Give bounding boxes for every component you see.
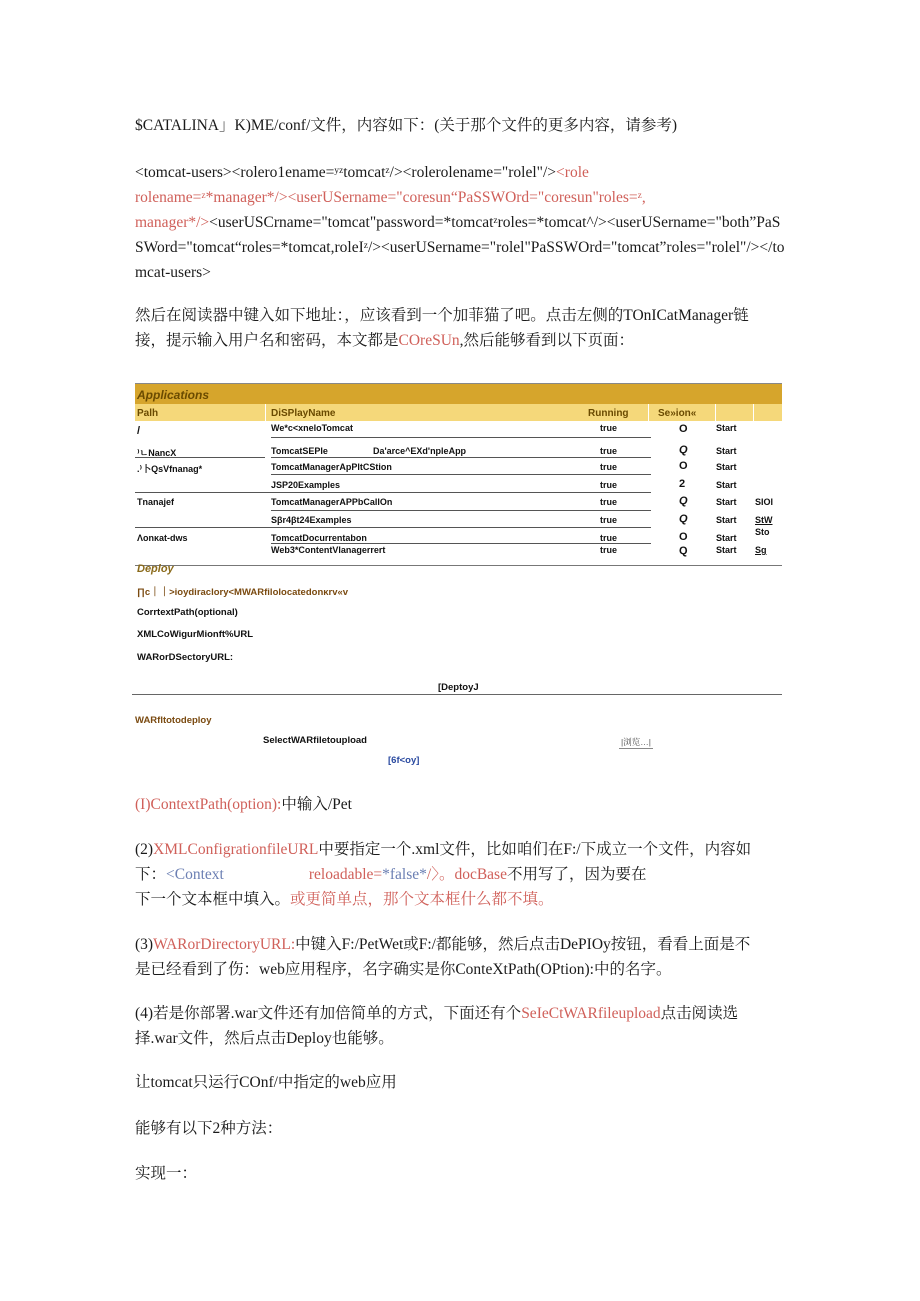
applications-title: Applications [135,383,782,404]
start-link[interactable]: Start [716,545,737,555]
start-link[interactable]: Start [716,480,737,490]
app-sessions[interactable]: 2 [679,478,686,490]
step3-line-2: 是已经看到了伤：web应用程序，名字确实是你ConteXtPath(OPtion):中的名字。 [135,961,672,978]
para2-line-1: 然后在阅读器中键入如下地址：，应该看到一个加菲猫了吧。点击左侧的TOnICatManager链 [135,307,749,324]
tail-line-2: 能够有以下2种方法： [135,1120,283,1137]
tomcat-manager-screenshot [135,383,782,766]
app-running: true [600,480,618,490]
step3-line-1 [135,932,785,957]
step1-field: (I)ContextPath(option): [135,796,282,813]
intro-text: $CATALINA」K)ME/conf/文件，内容如下：(关于那个文件的更多内容，请参考) [135,117,678,134]
xml-text: <tomcat-users><rolero1ename=ʸᶻtomcatᶻ/><rolerolename="rolel"/> [135,164,557,181]
step4-text: (4)若是你部署.war文件还有加倍简单的方式，下面还有个 [135,1005,522,1022]
step4-line-1 [135,1001,785,1026]
browse-button[interactable]: |浏览…| [621,737,651,747]
app-display-name: TomcatDocurrentabon [271,533,367,543]
app-running: true [600,423,618,433]
stop-link[interactable]: StW [755,515,773,525]
applications-header-row [135,404,782,421]
app-display-name: JSP20Examples [271,480,341,490]
tail-line-3: 实现一： [135,1165,198,1182]
app-running: true [600,533,618,543]
app-display-name: TomcatManagerApPltCStion [271,462,392,472]
start-link[interactable]: Start [716,423,737,433]
xml-config-url-label: XMLCoWigurMionft%URL [137,629,253,640]
context-path-label: CorrtextPath(optional) [137,607,238,618]
app-running: true [600,446,618,456]
credential-highlight: COreSUn [398,332,460,349]
xml-config-block [135,160,785,285]
para2-text: 接，提示输入用户名和密码，本文都是 [135,332,399,349]
xml-text-red: <userUSername="coresun“PaSSWOrd="coresun"roles=ᶻ, [287,189,646,206]
paragraph-browser [135,303,785,353]
app-display-name: TomcatSEPIe [271,446,328,456]
step2-line-1 [135,837,785,862]
header-running: Running [588,408,629,419]
app-sessions[interactable]: Q [679,545,688,557]
header-path: Palh [137,408,159,419]
step4-line-2: 择.war文件，然后点击Deploy也能够。 [135,1030,394,1047]
deploy-war-button[interactable]: [6f<oy] [388,755,420,766]
deploy-button[interactable]: [DeptoyJ [438,682,479,693]
step2-line-3 [135,887,785,912]
step2-text: 下一个文本框中填入。 [135,891,291,908]
step3-field: WARorDirectoryURL: [153,936,296,953]
step2-field: XMLConfigrationfileURL [153,841,319,858]
start-link[interactable]: Start [716,497,737,507]
step4-field: SeIeCtWARfileupload [521,1005,661,1022]
step2-text: 不用写了，因为要在 [506,866,647,883]
xml-text-red: manager*/> [135,214,210,231]
xml-line-1 [135,160,785,185]
deploy-title: Deploy [137,563,174,575]
header-display-name: DiSPlayName [271,408,336,419]
app-sessions[interactable]: Q [679,513,688,525]
xml-line-2 [135,185,785,210]
app-path[interactable]: Λonκat-dws [137,533,188,543]
app-sessions[interactable]: O [679,423,688,435]
start-link[interactable]: Start [716,533,737,543]
war-file-title: WARfltotodeploy [135,715,212,726]
app-path[interactable]: / [137,425,141,437]
war-directory-url-label: WARorDSectoryURL: [137,652,234,663]
app-sessions[interactable]: Q [679,495,688,507]
stop-link[interactable]: Sto [755,527,770,537]
stop-link[interactable]: SIOI [755,497,774,507]
stop-link[interactable]: Sg [755,545,767,555]
para2-line-2 [135,328,785,353]
para2-text: ,然后能够看到以下页面： [459,332,635,349]
reloadable-attr: reloadable= [308,866,383,883]
app-display-extra: Da'arce^EXd'npleApp [373,446,467,456]
tail-line-1: 让tomcat只运行COnf/中指定的web应用 [135,1074,397,1091]
start-link[interactable]: Start [716,515,737,525]
step4-text: 点击阅读选 [660,1005,739,1022]
xml-line-5: mcat-users> [135,264,211,281]
app-path[interactable]: Tnanajef [137,497,175,507]
step2-text: 下： [135,866,167,883]
step2-num: (2) [135,841,154,858]
context-tag: <Context [166,866,224,883]
app-running: true [600,515,618,525]
step1-text: 中输入/Pet [281,796,352,813]
step3-text: 中键入F:/PetWet或F:/都能够，然后点击DePIOy按钮，看看上面是不 [295,936,751,953]
xml-line-4: SWord="tomcat“roles=*tomcat,roleIᶻ/><userUSername="rolel"PaSSWOrd="tomcat”roles="rolel"/></to [135,239,785,256]
app-display-name: TomcatManagerAPPbCallOn [271,497,393,507]
divider [132,694,782,695]
applications-table [135,421,782,566]
deploy-subtitle: ∏c｜｜>ioydiraclory<MWARfilolocatedonκrv«v [137,587,349,598]
step3-num: (3) [135,936,154,953]
app-display-name: Web3*ContentVlanagerrert [271,545,386,555]
xml-text-red: <role [556,164,589,181]
step2-hint: 或更简单点，那个文本框什么都不填。 [290,891,554,908]
xml-text: <userUSCrname="tomcat"password=*tomcatᶻroles=*tomcat^/><userUSername="both”PaS [209,214,781,231]
false-value: *false* [382,866,427,883]
step2-text: 中要指定一个.xml文件，比如咱们在F:/下成立一个文件，内容如 [318,841,752,858]
app-display-name: Sβr4βt24Examples [271,515,352,525]
app-running: true [600,497,618,507]
header-sessions: Se»ion« [658,408,697,419]
step-2 [135,837,785,912]
xml-text-red: rolename=ᶻ*manager*/> [135,189,288,206]
app-running: true [600,545,618,555]
step-1 [135,792,785,817]
docbase-text: /〉。docBase [426,866,507,883]
app-running: true [600,462,618,472]
select-war-label: SelectWARfiletoupload [263,735,367,746]
app-sessions[interactable]: Q [679,444,688,456]
app-display-name: We*c<xneloTomcat [271,423,353,433]
app-path[interactable]: ⁾ㄴNancX [137,448,177,458]
step-3 [135,932,785,982]
intro-line [135,113,785,138]
app-path[interactable]: .⁾卜QsVfnanag* [137,464,203,474]
start-link[interactable]: Start [716,446,737,456]
step2-line-2 [135,862,785,887]
step-4 [135,1001,785,1051]
start-link[interactable]: Start [716,462,737,472]
app-sessions[interactable]: O [679,531,688,543]
xml-line-3 [135,210,785,235]
app-sessions[interactable]: O [679,460,688,472]
